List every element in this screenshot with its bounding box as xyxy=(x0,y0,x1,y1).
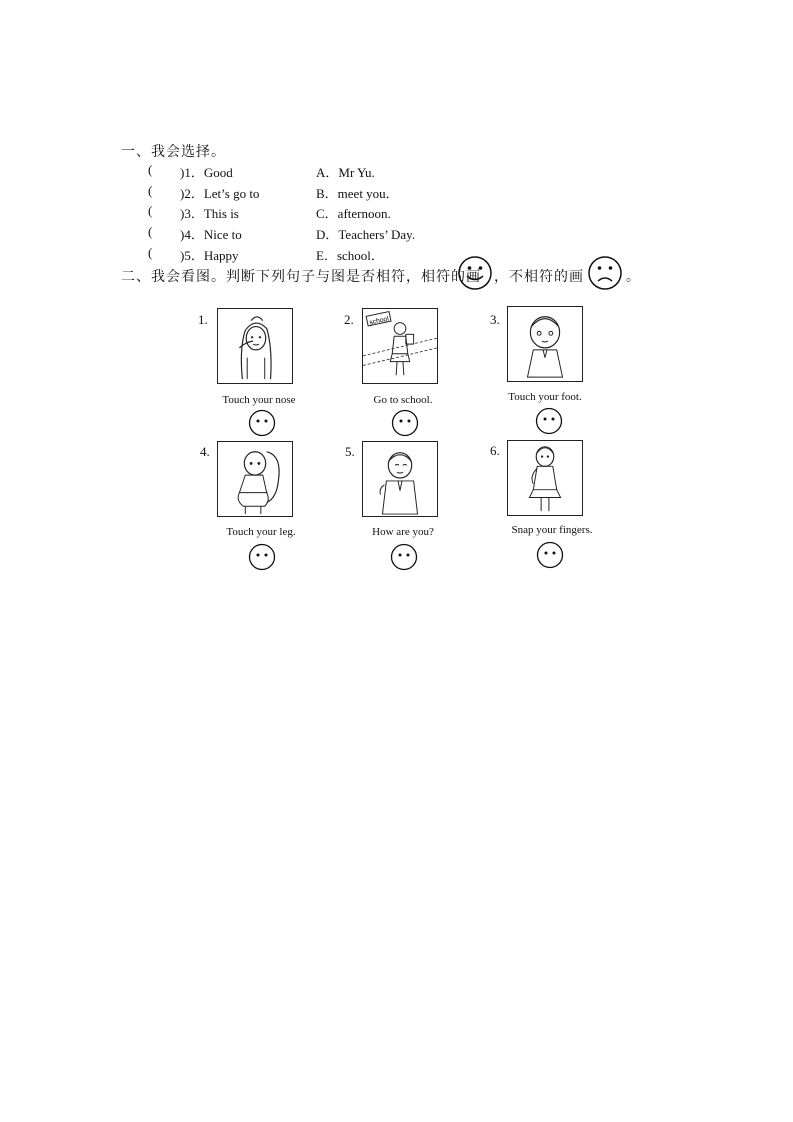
option-c: C．afternoon. xyxy=(316,206,391,221)
option-e: E．school． xyxy=(316,248,384,263)
answer-face-3-icon[interactable] xyxy=(535,407,563,435)
picture-2 xyxy=(362,308,438,384)
answer-face-2-icon[interactable] xyxy=(391,409,419,437)
answer-face-4-icon[interactable] xyxy=(248,543,276,571)
question-3-stem: )3．This is xyxy=(180,206,239,221)
boy-waving-illustration xyxy=(363,442,437,516)
part2-heading-b: ，不相符的画 xyxy=(494,270,584,285)
picture-6-number: 6. xyxy=(490,443,500,458)
question-2-paren: ( xyxy=(148,183,153,198)
option-d: D．Teachers’ Day. xyxy=(316,227,416,242)
picture-5-caption: How are you? xyxy=(372,526,434,538)
girl-going-to-school-illustration xyxy=(363,309,437,383)
answer-face-1-icon[interactable] xyxy=(248,409,276,437)
question-1-paren: ( xyxy=(148,162,153,177)
picture-6 xyxy=(507,440,583,516)
option-a: A．Mr Yu. xyxy=(316,165,375,180)
answer-face-6-icon[interactable] xyxy=(536,541,564,569)
part2-heading-c: 。 xyxy=(626,270,641,285)
option-b: B．meet you． xyxy=(316,186,399,201)
part1-heading: 一、我会选择。 xyxy=(121,145,226,160)
picture-1-number: 1. xyxy=(198,312,208,327)
picture-2-number: 2. xyxy=(344,312,354,327)
picture-1-caption: Touch your nose xyxy=(222,394,296,406)
picture-2-caption: Go to school. xyxy=(373,394,433,406)
picture-3-number: 3. xyxy=(490,312,500,327)
question-4-paren: ( xyxy=(148,224,153,239)
picture-4-number: 4. xyxy=(200,444,210,459)
picture-5 xyxy=(362,441,438,517)
picture-1 xyxy=(217,308,293,384)
question-5-stem: )5．Happy xyxy=(180,248,239,263)
girl-snapping-fingers-illustration xyxy=(508,441,582,515)
picture-5-number: 5. xyxy=(345,444,355,459)
question-3-paren: ( xyxy=(148,203,153,218)
part2-heading-a: 二、我会看图。判断下列句子与图是否相符，相符的画 xyxy=(121,270,481,285)
picture-4-caption: Touch your leg. xyxy=(226,526,296,538)
girl-touching-foot-illustration xyxy=(508,307,582,381)
sad-face-icon xyxy=(587,255,623,291)
picture-3 xyxy=(507,306,583,382)
girl-touching-nose-illustration xyxy=(218,309,292,383)
answer-face-5-icon[interactable] xyxy=(390,543,418,571)
question-4-stem: )4．Nice to xyxy=(180,227,242,242)
question-1-stem: )1．Good xyxy=(180,165,233,180)
question-2-stem: )2．Let’s go to xyxy=(180,186,260,201)
girl-touching-leg-illustration xyxy=(218,442,292,516)
picture-6-caption: Snap your fingers. xyxy=(511,524,593,536)
school-sign-text: school xyxy=(368,315,390,327)
picture-4 xyxy=(217,441,293,517)
question-5-paren: ( xyxy=(148,245,153,260)
smiley-face-icon xyxy=(457,255,493,291)
picture-3-caption: Touch your foot. xyxy=(508,391,582,403)
